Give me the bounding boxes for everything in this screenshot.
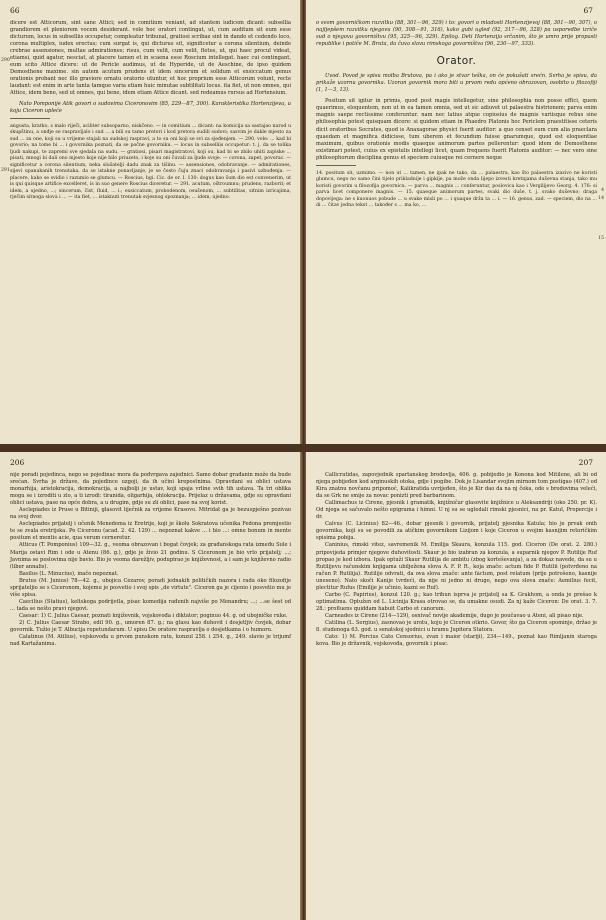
page-separator: [0, 444, 606, 452]
index-entry: Caecilius (Statius), keltskoga podrijetla, pisac komedija rađenih najviše po Menandru; ...; ...se šest od ... tada se nešto pravi njegovi.: [10, 598, 291, 612]
section-title: Orator.: [436, 55, 477, 68]
index-entry: Asclepiades iz Pruse u Bitiniji, glasovit liječnik za vrijeme Krasovo. Mitridat ga je bezuspješno pozivao na svoj dvor.: [10, 507, 291, 521]
latin-text: [316, 73, 597, 162]
index-text: [316, 472, 597, 648]
page-number: 67: [583, 6, 593, 15]
index-entry: Carbo (C. Papirius), konzul 120. g.; kao tribun isprva je prijatelj sa K. Grakhom, a onda je prešao k optimatima. Optužen od L. Licinija Krasa otrovao se, da umakne osudi. Za nj kaže Ciceron: De orat. 3. 7. 28.: profluens quiddam habuit Carbo et canorum.: [316, 591, 597, 612]
footnote-text: 14. positum sit, uzmimo. — non ut ... tamen, ne ipak ne tako, da ... palaestra, kao što palaestra izazivo ne koristi glumcu, nego no samo čini tijelo prikladnije i gipkije, pa može onda lijepo izvesti kretnjama duševna stanja, tako mu koristi govorim u filozofija govornicu. — parva ... magnis ... conferuntur, poslovica kao i Vergilijevo Georg. 4. 176: si parva licet componere magnis. — 15. quaeque animorum partes, svaki dio duše, t. j. svako duševno; draga dopovijega: ne s kuonuos pobude ... u svake misli po ... i quaque drža ta ... i. — 16. genus, zad. — speciem, dio na ... di ... čitav jedna tekst ... također s ... ma ko, ...: [316, 170, 597, 209]
page-number-header: [10, 458, 291, 472]
index-entry: Callicratidas, zapovjednik spartanskog brodovlja, 406. g. pobijedio je Konona kod Mitilene, ali bi od njega pobijeđen kod arginuskih otoka, gdje i pogibe. Dok je Lisandar svojim mirnom tom postigao (407.) od Kira znatnu novčanu pripomoć, Kalikratida uvrijeđen, što je Kir dao da na nj čeka, ode s brodovima veleći, da se Grk ne smije za novac ponizti pred barbarinom.: [316, 472, 597, 500]
index-entry: Calatinus (M. Atilius), vojskovođa u prvom punskom ratu, konzul 258. i 254. g., 249. slavio je trijumf nad Kartažanima.: [10, 634, 291, 648]
summary-paragraph: Nato Pomponije Atik govori o sudovima Ciceronovim (85, 229—87, 300). Karakteristika Hortenzijeva, u koju Ciceron upleće: [10, 100, 291, 114]
page-207: [306, 452, 606, 920]
page-206: [0, 452, 300, 920]
latin-paragraph: dicere est Atticorum, sint sane Attici; sed in comitium veniant, ad stantem iudicem dicant: subsellia grandiorem et pleniorem vocem desiderant. vole hoc oratori contingat, ut, cum auditum sit eum esse dicturum, locus in subselliis occupetur, compleatur tribunal, gratiosi scribae sint in dando et cedendo loco, corona multiplex, iudex erectus; cum surgat is, qui dicturus sit, significetur a corona silentium, deinde crebrae assensiones, multae admirationes; risus, cum velit, cum velit, fletus, ut, qui haec procul videat, etiamsi, quid agatur, nesciat, at placere tamen et in scaena esse Roscium intellegat. haec cui contingant, eum scito Attice dicere: ut de Pericle audimus, ut de Hyperide, ut de Aeschine, de ipso quidem Demosthene maxime. sin autem acutum prudens et idem sincerum et solidum et exsiccatum genus orationis probant nec illo graviore ornatu oratorio utuntur, et hoc proprium esse Atticorum volunt, recte laudant: est enim in arte tanta tamque varia etiam huic minutae subtilitati locus. ita fiet, ut non omnes, qui Attice, idem bene, sed ut omnes, qui bene, idem etiam Attice dicant. sed redeamus rursus ad Hortensium.: [10, 20, 291, 97]
page-66: [0, 0, 300, 444]
index-entry: Caesar: 1) C. Julius Caesar, poznati književnik, vojskovođa i diktator; poginuo 44. g. od ubojničke ruke.: [19, 612, 288, 619]
page-number-header: [316, 6, 597, 20]
index-entry: Calvus (C. Licinius) 82—46., dobar pjesnik i govornik, prijatelj pjesnika Katula; bio je prvak onih govornika, koji su se povodili za atičkim govornikom Lizijom i koje Ciceron u svojim kasnijim retoričkim spisima pobija.: [316, 521, 597, 542]
index-paragraph: nije poradi pojedinca, nego se pojedinac mora da podvrgava zajednici. Samo dobar građanin može da bude srećan. Svrha je države, da pojedince uzgoji, da ih učini krepostnima. Opravdani su oblici ustava monarhija, aristokracija, demokracija, a najbolji je ustav, koji spaja vrline svih tih ustava. Ta tri oblika mogu se i izroditi u zlo, a ti izrodi: tiranida, oligarhija, ohlokracija. Prijelaz u državama, gdje su opravdani oblici ustava, pase na opće dobra, a u drugim, gdje su zli oblici, pase na svoj korist.: [10, 472, 291, 507]
summary-text: [316, 20, 597, 48]
page-number: 66: [10, 6, 20, 15]
latin-text: [10, 20, 291, 115]
index-entry: Catilina (L. Sergius), zasnovao je urotu, koju je Ciceron otkrio. Govor, što ga Ciceron spominje, držao je 8. studenoga 63. god. u senatskoj sjednici u hramu Jupitera Statora.: [316, 619, 597, 634]
footnotes: [316, 171, 597, 210]
index-entry: Caninius, rimski vitez, savremenik M. Emilija Skaura, konzula 115. god. Ciceron (De orat. 2. 280.) pripovijeda primjer njegove duhovitosti. Skaur je bio izabran za konzula, a suparnik njegov P. Rutilije Ruf propao je kod izbora. Ipak optuži Skaur Rutilija de ambitu (zbog korteševanja), a za dokaz navede, da su u Rutilijevu računskim knjigama ubilježena slova A. F. P. R., koja znače: actum fide P. Rutilii (potvrđeno na račun P. Rutilija). Rutilije odvrati, da ova slova znače: ante factum, post relatum (prije potrošeno, kasnije uneseno). Nato skoči Kanije tvrdeći, da nije ni jedno ni drugo, nego ova slova znače: Aemilius fecit, plectitur Rufus (Emilije je učinio, kazni se Ruf).: [316, 542, 597, 591]
margin-number: 290: [1, 58, 10, 63]
index-entry: Brutus (M. Junius) 78—42. g., ubojica Cezarov, poradi jednakih političkih nazora i rada oko filozofije sprijateljio se s Ciceronom, kojemu je posvetio i svoj spis „de virtute". Ciceron ga je cijenio i posvetio mu je više spisa.: [10, 577, 291, 598]
page-number: 206: [10, 458, 25, 467]
index-text: [10, 472, 291, 648]
page-67: [306, 0, 606, 444]
latin-paragraph: Positum sit igitur in primis, quod post magis intellegetur, sine philosophia non posse effici, quem quaerimus, eloquentem, non ut in ea tamen omnia, sed ut sic adiuvet ut palaestra histrionem; parva enim magnis saepe rectissime conferuntur. nam nec latius atque copiosius de magnis variisque rebus sine philosophia potest quisquam dicere: si quidem etiam in Phaedro Platonis hoc Periclem praestitisse ceteris dicit oratoribus Socrates, quod is Anaxagorae physici fuerit auditor: a quo censet eum cum alia praeclara quaedam et magnifica didicisse, tum uberem et fecundum fuisse gnarumque, quod est eloquentiae maximum, quibus orationis modis quaeque animorum partes pellerentur: quod idem de Demosthene existimari potest, cuius ex epistulis intellegi licet, quam frequens fuerit Platonis auditor: — nec vero sine philosophorum disciplina genus et speciem cuiusque rei cernere neque: [316, 98, 597, 161]
index-entry: Basilus (L. Minucius), inače nepoznat.: [19, 570, 119, 577]
intro-paragraph: Uvod. Povod je spisu molba Brutova, pa i ako je stvar teška, on će pokušati srećn. Svrha je spisu, da prikaže uzornu govornika. Uzoran govornik mora biti u prvom redu općeno obrazovan, osobito u filozofiji (1, 1—3, 13).: [316, 73, 597, 94]
margin-number: 4: [601, 188, 604, 193]
margin-number: 291: [1, 168, 10, 173]
footnotes: [10, 124, 291, 202]
footnote-text: angusta, kratko, s malo riječi, aciliter subsoparno, niskčeno. — in comitium ... dicant: na komicija sa sastajao narod u skupštinu, a onđje se raspravljalo i sud ... a bili su tamo pretori i kod pretora sudili sudovi; sasvim je dakle mjesto za sud ... za one, koji su u vrijeme stajali na sudskoj raspravi, a to su oni koji se svi za sjeđenjem. — 290. vole: ... kad bi govorio; na tome bi ... i govornika poznati, da se počne govorniku. — locus in subselliis occupetur: t. j. da se tolika ljudi nakupi, te zapremi sve sjedala na sudu. — gratiosi, pisari magistratovi, koji su, kad bi se zbilo uhiti zapiske ... pisati, mnogi bi dali ono mjesto koje nije bilo priuzeto, i koje su oni čuvali za ljude svoje. — corona, zapet, povorac. — significetur a corona silentium, neka slušatelji dadu znak za tišinu. — assensiones, odobravanje. — admirationes, sijevi upanakanih trenutaka, da se istakne ponavljanje, je se često čuju znaci odobravanja i pasivi uzbuđenja. — placere, kako se svidio i razumio se glumcu. — Roscius, bgi. Cic. de or. I. 130: dogus kao šum dio est convenerim, ut is qui quisque artifice excelleret, is in suo genere Roscius diceretur. — 291. acutum, oštroumnu; prudens, razborit; et idem, a ujedno, ...; sincerum, čist, fluid, ... i.; exsiccatum, probodenom, osušenom, ... subtilitas, sitnim izricajima, rječim sitnoga slova i ... — ita fiet, ... istaknuti trenutak svjesnog spoznanja; ... idem, ujedno.: [10, 123, 291, 201]
summary-paragraph: o svom govorničkom razvitku (88, 301—96, 329) i to: govori o mladosti Hortenzijevoj (88, 301—90, 307), o najljepšem razvitku njegovu (90, 308—91, 316), kako gubi ugled (92, 317—96, 328) pa usporedbe izriče sud o njegovu govorništvu (95, 325—96, 329). Epilog. Deti Hortenzija srčanim, što je umro prije propasti republike i potiče M. Bruta, da čuva slavu rimskoga govorništva (96, 230—97, 333).: [316, 20, 597, 48]
index-entry: Atticus (T. Pomponius) 109—32. g., veoma obrazovan i bogat čovjek; za građanskoga rata između Sule i Marija ostavi Rim i ode u Atenu (86. g.), gdje je živio 21 godinu. S Ciceronom je bio vrlo prijatelj; ...; Javnima se poslovima nije bavio. Bio je veoma darežljiv, podupirao je književnost, a i sam je književno radio (liber annalis).: [10, 542, 291, 570]
footnote-rule: [316, 165, 356, 166]
page-number-header: [316, 458, 597, 472]
index-entry: Cato: 1) M. Porcius Cato Censorius, zvan i maior (stariji), 234—149., poznat kao Rimljanin staroga kova. Bio je državnik, vojskovođa, govornik i pisac.: [316, 634, 597, 648]
margin-number: 14: [598, 196, 604, 201]
index-entry: 2) C. Julius Caesar Strabo, edil 90. g., umoren 87. g.; na glasu kao duhovit i dosjetljiv čovjek, dobar govornik. Tužio je T. Albucija repetundarum. U spisu De oratore raspravlja o dosjetkama i o humoru.: [10, 619, 291, 634]
page-number: 207: [578, 458, 593, 467]
margin-number: 15: [598, 236, 604, 241]
index-entry: Callimachus iz Cirene, pjesnik i gramatik, knjižničar glasovite knjižnice u Aleksandriji (oko 250. pr. K). Od njega se sačuvalo nešto epigrama i himni. U nj su se ugledali rimski pjesnici, na pr. Katul, Propercije i dr.: [316, 500, 597, 521]
index-entry: Carneades iz Cirene (214—129), osnivač novije akademije, dugo je poučavao u Ateni, ali pisao nije.: [325, 612, 584, 619]
index-entry: Asclepiades prijatelj i učenik Menedema iz Eretrije, koji je školu Sokratova učenika Fedona premjestio te se zvala eretrijska. Po Ciceronu (acad. 2. 42. 129) ... nepoznat kakve ... i bio ...: omne bonum in mente positum et mentis acie, qua verum cerneretur.: [10, 521, 291, 542]
footnote-rule: [10, 118, 50, 119]
page-number-header: [10, 6, 291, 20]
